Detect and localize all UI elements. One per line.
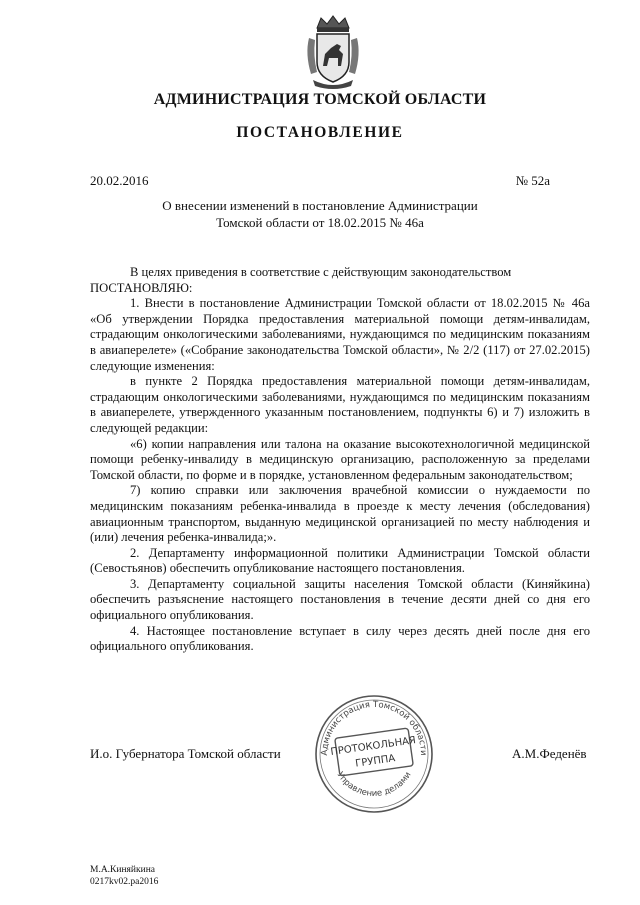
- paragraph-4: 4. Настоящее постановление вступает в силу через десять дней после дня его официального опубликования.: [90, 623, 590, 654]
- document-body: [90, 265, 590, 655]
- stamp-outer-top-text: Администрация Томской области: [319, 699, 429, 756]
- document-date: 20.02.2016: [90, 173, 149, 188]
- document-footer: [90, 864, 158, 888]
- executor-name: М.А.Киняйкина: [90, 865, 156, 875]
- intro-paragraph: В целях приведения в соответствие с действующим законодательством: [130, 265, 512, 279]
- subject-line-2: Томской области от 18.02.2015 № 46а: [216, 215, 424, 230]
- paragraph-1a: в пункте 2 Порядка предоставления материальной помощи детям-инвалидам, страдающим онкологическими заболеваниями, нуждающимся по медицинским показаниям в авиаперелете, утвержденного указанным постановлением, подпункты 6) и 7) изложить в следующей редакции:: [90, 374, 590, 435]
- decree-word: ПОСТАНОВЛЯЮ:: [90, 280, 193, 295]
- paragraph-3: 3. Департаменту социальной защиты населения Томской области (Киняйкина) обеспечить разъяснение настоящего постановления в течение десяти дней со дня его официального опубликования.: [90, 576, 590, 623]
- stamp-outer-bottom-text: Управление делами: [334, 770, 414, 799]
- document-code: 0217kv02.pa2016: [90, 877, 159, 887]
- document-number: № 52а: [515, 173, 550, 188]
- subject-line-1: О внесении изменений в постановление Администрации: [162, 198, 478, 213]
- signatory-name: А.М.Феденёв: [512, 746, 587, 761]
- document-type: ПОСТАНОВЛЕНИЕ: [236, 124, 404, 141]
- organization-title: АДМИНИСТРАЦИЯ ТОМСКОЙ ОБЛАСТИ: [153, 91, 487, 108]
- signatory-position: И.о. Губернатора Томской области: [90, 746, 281, 761]
- stamp-center-line-1: ПРОТОКОЛЬНАЯ: [329, 735, 417, 758]
- paragraph-1b: «6) копии направления или талона на оказание высокотехнологичной медицинской помощи ребенку-инвалиду в медицинскую организацию, расположенную за пределами Томской области, по форме и в порядке, установленном федеральным законодательством;: [90, 436, 590, 482]
- official-stamp: [313, 693, 435, 815]
- stamp-center-line-2: ГРУППА: [354, 753, 396, 770]
- paragraph-1: 1. Внести в постановление Администрации Томской области от 18.02.2015 № 46а «Об утверждении Порядка предоставления материальной помощи детям-инвалидам, страдающим онкологическими заболеваниями, нуждающимся по медицинским показаниям в авиаперелете» («Собрание законодательства Томской области», № 2/2 (117) от 27.02.2015) следующие изменения:: [90, 296, 590, 373]
- coat-of-arms-emblem: [303, 14, 363, 90]
- paragraph-1c: 7) копию справки или заключения врачебной комиссии о нуждаемости по медицинским показаниям ребенка-инвалида в проезде к месту лечения (обследования) авиационным транспортом, выданную медицинской организацией по месту наблюдения и (или) лечения ребенка-инвалида;».: [90, 483, 590, 545]
- document-subject: [0, 197, 640, 231]
- paragraph-2: 2. Департаменту информационной политики Администрации Томской области (Севостьянов) обеспечить опубликование настоящего постановления.: [90, 545, 590, 576]
